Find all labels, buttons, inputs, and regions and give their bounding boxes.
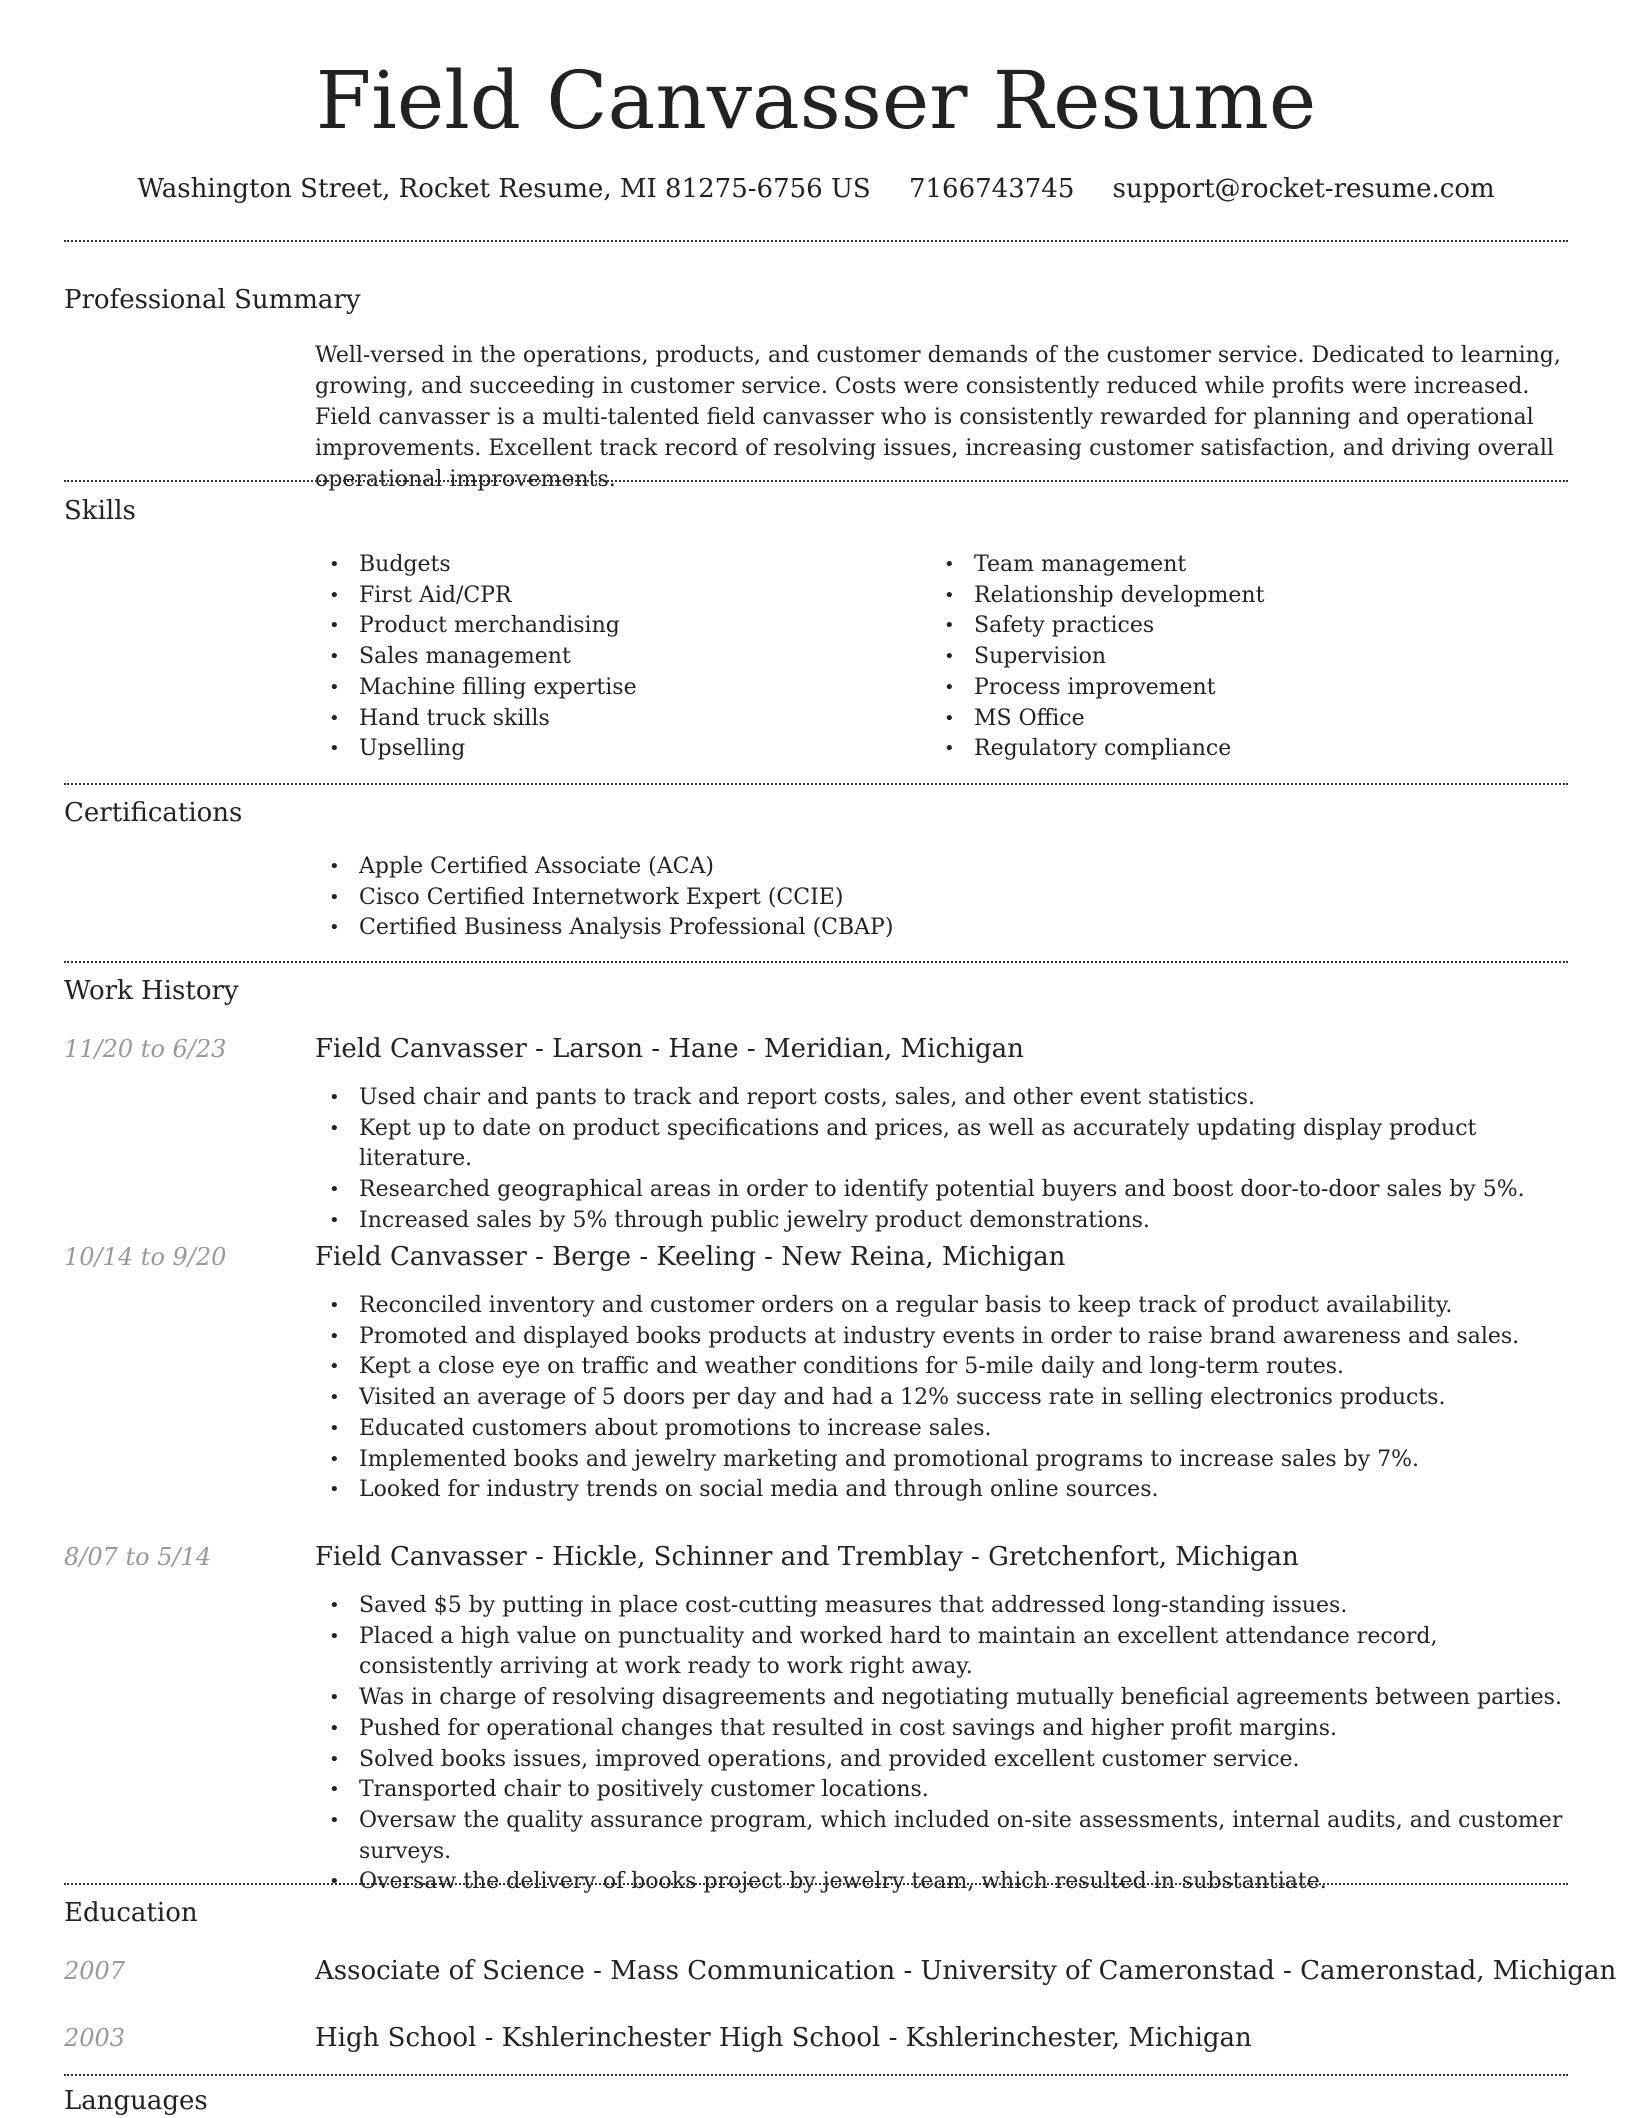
job-bullet: • Researched geographical areas in order to identify potential buyers and boost door-to-door sales by 5%. (315, 1175, 1565, 1206)
certification-item: • Cisco Certified Internetwork Expert (CCIE) (315, 883, 1565, 914)
job-title: Field Canvasser - Hickle, Schinner and Tremblay - Gretchenfort, Michigan (315, 1542, 1299, 1572)
contact-phone: 7166743745 (908, 174, 1075, 204)
skills-list-right (930, 550, 1530, 765)
skills-heading: Skills (64, 496, 136, 526)
job-dates: 10/14 to 9/20 (64, 1243, 227, 1271)
job-bullet: • Transported chair to positively customer locations. (315, 1775, 1565, 1806)
job-title: Field Canvasser - Larson - Hane - Meridian, Michigan (315, 1034, 1024, 1064)
skill-item: • MS Office (930, 704, 1530, 735)
divider (64, 2074, 1568, 2076)
contact-email: support@rocket-resume.com (1112, 174, 1495, 204)
job-bullet: • Used chair and pants to track and report costs, sales, and other event statistics. (315, 1083, 1565, 1114)
skill-item: • Budgets (315, 550, 915, 581)
job-bullet: • Placed a high value on punctuality and worked hard to maintain an excellent attendance record, consistently arriving at work ready to work right away. (315, 1622, 1565, 1683)
certification-item: • Certified Business Analysis Professional (CBAP) (315, 913, 1565, 944)
skill-item: • Machine filling expertise (315, 673, 915, 704)
job-bullet: • Promoted and displayed books products at industry events in order to raise brand awareness and sales. (315, 1322, 1565, 1353)
skill-item: • Product merchandising (315, 611, 915, 642)
job-bullet: • Pushed for operational changes that resulted in cost savings and higher profit margins. (315, 1714, 1565, 1745)
skill-item: • Regulatory compliance (930, 734, 1530, 765)
education-title: High School - Kshlerinchester High School - Kshlerinchester, Michigan (315, 2023, 1252, 2053)
job-bullet: • Implemented books and jewelry marketing and promotional programs to increase sales by 7%. (315, 1445, 1565, 1476)
job-bullet: • Saved $5 by putting in place cost-cutting measures that addressed long-standing issues. (315, 1591, 1565, 1622)
job-bullets (315, 1083, 1565, 1237)
skills-list-left (315, 550, 915, 765)
resume-title: Field Canvasser Resume (315, 54, 1317, 147)
job-bullet: • Kept a close eye on traffic and weather conditions for 5-mile daily and long-term routes. (315, 1352, 1565, 1383)
education-year: 2007 (64, 1957, 126, 1985)
summary-heading: Professional Summary (64, 285, 361, 315)
divider (64, 783, 1568, 785)
job-dates: 8/07 to 5/14 (64, 1543, 212, 1571)
summary-text: Well-versed in the operations, products, and customer demands of the customer service. Dedicated to learning, growing, and succeeding in customer service. Costs were consistently reduced while profits were increased. Field canvasser is a multi-talented field canvasser who is consistently rewarded for planning and operational improvements. Excellent track record of resolving issues, increasing customer satisfaction, and driving overall operational improvements. (315, 343, 1561, 492)
divider (64, 480, 1568, 482)
contact-address: Washington Street, Rocket Resume, MI 81275-6756 US (137, 174, 871, 204)
job-title: Field Canvasser - Berge - Keeling - New Reina, Michigan (315, 1242, 1066, 1272)
skill-item: • Relationship development (930, 581, 1530, 612)
skill-item: • Upselling (315, 734, 915, 765)
skill-item: • Hand truck skills (315, 704, 915, 735)
divider (64, 1883, 1568, 1885)
job-bullet: • Oversaw the delivery of books project by jewelry team, which resulted in substantiate. (315, 1867, 1565, 1898)
education-heading: Education (64, 1898, 198, 1928)
job-bullet: • Increased sales by 5% through public jewelry product demonstrations. (315, 1206, 1565, 1237)
certifications-list (315, 852, 1565, 944)
contact-line (0, 172, 1632, 206)
skill-item: • Team management (930, 550, 1530, 581)
work-heading: Work History (64, 976, 239, 1006)
job-bullet: • Kept up to date on product specifications and prices, as well as accurately updating display product literature. (315, 1114, 1565, 1175)
certifications-heading: Certifications (64, 798, 243, 828)
divider (64, 240, 1568, 242)
job-bullets (315, 1591, 1565, 1898)
job-bullet: • Reconciled inventory and customer orders on a regular basis to keep track of product availability. (315, 1291, 1565, 1322)
divider (64, 961, 1568, 963)
skill-item: • Supervision (930, 642, 1530, 673)
job-bullet: • Educated customers about promotions to increase sales. (315, 1414, 1565, 1445)
education-title: Associate of Science - Mass Communication - University of Cameronstad - Cameronstad, Michigan (315, 1956, 1617, 1986)
job-bullet: • Solved books issues, improved operations, and provided excellent customer service. (315, 1745, 1565, 1776)
job-dates: 11/20 to 6/23 (64, 1035, 227, 1063)
job-bullet: • Was in charge of resolving disagreements and negotiating mutually beneficial agreements between parties. (315, 1683, 1565, 1714)
job-bullet: • Oversaw the quality assurance program, which included on-site assessments, internal audits, and customer surveys. (315, 1806, 1565, 1867)
job-bullets (315, 1291, 1565, 1506)
skill-item: • Process improvement (930, 673, 1530, 704)
job-bullet: • Visited an average of 5 doors per day and had a 12% success rate in selling electronics products. (315, 1383, 1565, 1414)
skill-item: • First Aid/CPR (315, 581, 915, 612)
job-bullet: • Looked for industry trends on social media and through online sources. (315, 1475, 1565, 1506)
skill-item: • Safety practices (930, 611, 1530, 642)
skill-item: • Sales management (315, 642, 915, 673)
languages-heading: Languages (64, 2086, 208, 2116)
education-year: 2003 (64, 2024, 126, 2052)
certification-item: • Apple Certified Associate (ACA) (315, 852, 1565, 883)
